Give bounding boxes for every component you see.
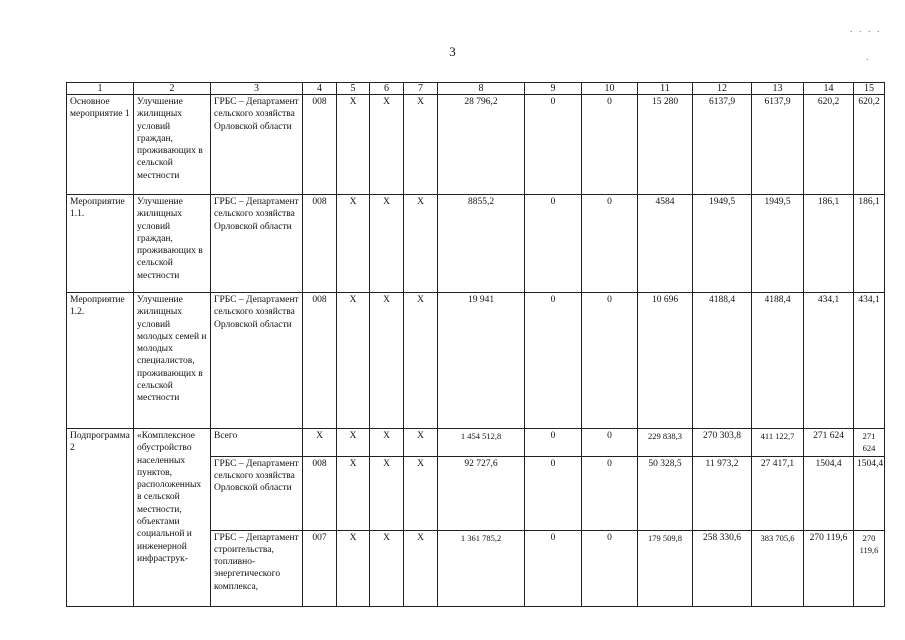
table-cell: ГРБС – Департамент строительства, топливно-энергетического комплекса, — [211, 530, 303, 606]
header-cell: 14 — [804, 83, 854, 95]
table-cell: X — [370, 195, 404, 293]
table-cell: 271 624 — [854, 429, 885, 457]
table-cell: 270 303,8 — [693, 429, 752, 457]
table-cell: X — [404, 195, 438, 293]
table-cell: 27 417,1 — [752, 456, 804, 530]
header-cell: 2 — [134, 83, 211, 95]
header-cell: 4 — [303, 83, 337, 95]
table-cell: X — [337, 530, 370, 606]
table-cell: 0 — [582, 195, 638, 293]
header-cell: 10 — [582, 83, 638, 95]
table-cell: 008 — [303, 293, 337, 429]
table-cell: 0 — [582, 95, 638, 195]
table-cell: Основное мероприятие 1 — [67, 95, 134, 195]
table-cell: 4584 — [638, 195, 693, 293]
table-cell: 1949,5 — [693, 195, 752, 293]
table-cell: 6137,9 — [693, 95, 752, 195]
budget-table — [66, 82, 885, 607]
table-cell: X — [404, 530, 438, 606]
header-cell: 6 — [370, 83, 404, 95]
header-cell: 7 — [404, 83, 438, 95]
table-cell: 008 — [303, 456, 337, 530]
table-cell: 186,1 — [854, 195, 885, 293]
table-cell: X — [337, 429, 370, 457]
header-cell: 11 — [638, 83, 693, 95]
table-row — [67, 195, 885, 293]
table-cell: X — [404, 293, 438, 429]
header-cell: 1 — [67, 83, 134, 95]
table-body — [67, 83, 885, 607]
table-cell: 1504,4 — [804, 456, 854, 530]
table-cell: X — [404, 95, 438, 195]
header-cell: 3 — [211, 83, 303, 95]
table-cell: 0 — [582, 530, 638, 606]
table-cell: 0 — [525, 456, 582, 530]
table-cell: X — [303, 429, 337, 457]
header-row — [67, 83, 885, 95]
table-cell: 0 — [582, 293, 638, 429]
table-cell: 270 119,6 — [804, 530, 854, 606]
table-cell: 1 361 785,2 — [438, 530, 525, 606]
table-cell: X — [370, 456, 404, 530]
table-cell: 008 — [303, 95, 337, 195]
table-cell: Улучшение жилищных условий граждан, проживающих в сельской местности — [134, 95, 211, 195]
table-cell: 1949,5 — [752, 195, 804, 293]
table-cell: 434,1 — [804, 293, 854, 429]
table-cell: X — [337, 456, 370, 530]
page-number: 3 — [449, 44, 456, 59]
table-cell: ГРБС – Департамент сельского хозяйства Орловской области — [211, 195, 303, 293]
table-cell: X — [370, 95, 404, 195]
table-cell: ГРБС – Департамент сельского хозяйства Орловской области — [211, 456, 303, 530]
table-cell: 1 454 512,8 — [438, 429, 525, 457]
table-cell: Улучшение жилищных условий молодых семей и молодых специалистов, проживающих в сельской местности — [134, 293, 211, 429]
table-cell: X — [337, 95, 370, 195]
table-cell: ГРБС – Департамент сельского хозяйства Орловской области — [211, 95, 303, 195]
table-cell: 6137,9 — [752, 95, 804, 195]
table-cell: Улучшение жилищных условий граждан, проживающих в сельской местности — [134, 195, 211, 293]
header-cell: 12 — [693, 83, 752, 95]
table-cell: 8855,2 — [438, 195, 525, 293]
table-cell: 258 330,6 — [693, 530, 752, 606]
table-cell: 007 — [303, 530, 337, 606]
table-cell: X — [337, 195, 370, 293]
table-cell: 186,1 — [804, 195, 854, 293]
header-cell: 5 — [337, 83, 370, 95]
table-cell: 11 973,2 — [693, 456, 752, 530]
header-cell: 15 — [854, 83, 885, 95]
table-cell: X — [404, 429, 438, 457]
table-cell: «Комплексное обустройство населенных пунктов, расположенных в сельской местности, объектами социальной и инженерной инфраструк- — [134, 429, 211, 607]
table-cell: Подпрограмма 2 — [67, 429, 134, 607]
table-row — [67, 293, 885, 429]
table-cell: 1504,4 — [854, 456, 885, 530]
table-cell: 92 727,6 — [438, 456, 525, 530]
table-cell: 0 — [525, 530, 582, 606]
table-cell: X — [370, 293, 404, 429]
corner-marks: . . . . — [850, 24, 882, 35]
header-cell: 9 — [525, 83, 582, 95]
table-cell: X — [404, 456, 438, 530]
table-cell: 50 328,5 — [638, 456, 693, 530]
table-cell: 620,2 — [804, 95, 854, 195]
table-cell: 383 705,6 — [752, 530, 804, 606]
table-cell: 270 119,6 — [854, 530, 885, 606]
table-cell: 10 696 — [638, 293, 693, 429]
header-cell: 8 — [438, 83, 525, 95]
table-cell: 19 941 — [438, 293, 525, 429]
corner-mark: . — [866, 52, 869, 63]
table-cell: X — [370, 530, 404, 606]
table-cell: X — [370, 429, 404, 457]
header-cell: 13 — [752, 83, 804, 95]
table-cell: 411 122,7 — [752, 429, 804, 457]
table-cell: 15 280 — [638, 95, 693, 195]
table-cell: 434,1 — [854, 293, 885, 429]
table-cell: 28 796,2 — [438, 95, 525, 195]
table-cell: 0 — [582, 429, 638, 457]
table-cell: 4188,4 — [752, 293, 804, 429]
table-cell: 620,2 — [854, 95, 885, 195]
table-cell: 229 838,3 — [638, 429, 693, 457]
table-cell: 0 — [525, 429, 582, 457]
table-cell: ГРБС – Департамент сельского хозяйства Орловской области — [211, 293, 303, 429]
table-cell: Всего — [211, 429, 303, 457]
table-cell: Мероприятие 1.2. — [67, 293, 134, 429]
table-cell: X — [337, 293, 370, 429]
table-cell: 008 — [303, 195, 337, 293]
table-cell: 271 624 — [804, 429, 854, 457]
table-row — [67, 95, 885, 195]
table-cell: 0 — [525, 293, 582, 429]
table-cell: 179 509,8 — [638, 530, 693, 606]
table-cell: 4188,4 — [693, 293, 752, 429]
table-cell: 0 — [525, 195, 582, 293]
table-row — [67, 429, 885, 457]
table-cell: Мероприятие 1.1. — [67, 195, 134, 293]
table-cell: 0 — [582, 456, 638, 530]
table-cell: 0 — [525, 95, 582, 195]
